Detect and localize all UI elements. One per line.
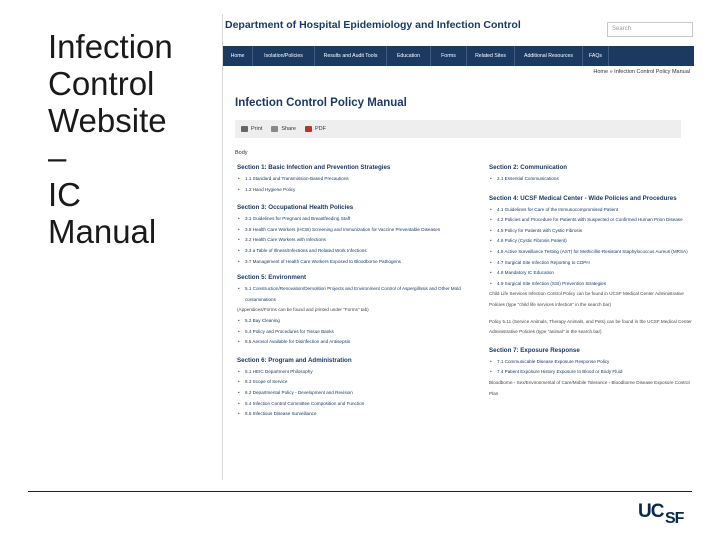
policy-link[interactable]: • 4.8 Mandatory IC Education — [489, 268, 694, 279]
policy-link[interactable]: • 6.5 Infectious Disease Surveillance — [237, 409, 469, 420]
main-nav — [223, 46, 694, 66]
section-2 — [489, 163, 694, 185]
nav-item-faqs[interactable]: FAQs — [583, 46, 609, 66]
section-4 — [489, 194, 694, 338]
left-column — [237, 163, 469, 424]
policy-link[interactable]: • 3.3 a Table of Illness/Infections and Related Work Infections — [237, 246, 469, 257]
slide-title — [48, 28, 213, 250]
right-column — [489, 163, 694, 403]
ucsf-logo — [638, 502, 694, 530]
policy-link[interactable]: • 2.1 Essential Communications — [489, 174, 694, 185]
footer-rule — [28, 491, 692, 492]
section-title[interactable]: Section 1: Basic Infection and Prevention Strategies — [237, 164, 391, 171]
share-label: Share — [281, 126, 296, 132]
pdf-icon — [305, 126, 312, 132]
nav-item-results-audit-tools[interactable]: Results and Audit Tools — [315, 46, 387, 66]
search-input[interactable]: Search — [607, 22, 693, 37]
share-button[interactable] — [271, 126, 296, 132]
slide-title-line: Website — [48, 102, 167, 139]
child-life-note: Child Life Services Infection Control Policy can be found in UCSF Medical Center Administrative Policies (type "child life services infection" in the search bar) — [489, 291, 684, 307]
body-label: Body — [235, 150, 248, 156]
policy-link[interactable]: • 6.4 Infection Control Committee Composition and Function — [237, 399, 469, 410]
page-title: Infection Control Policy Manual — [235, 97, 407, 109]
nav-item-additional-resources[interactable]: Additional Resources — [515, 46, 583, 66]
section-title[interactable]: Section 4: UCSF Medical Center - Wide Policies and Procedures — [489, 194, 677, 202]
animals-note: Policy 5.11 (Service Animals, Therapy Animals, and Pets) can be found in the UCSF Medical Center Administrative Policies (type "animal" in the search bar) — [489, 318, 692, 335]
policy-link[interactable]: • 5.2 Bay Cleaning — [237, 316, 469, 327]
policy-link[interactable]: • 1.1 Standard and Transmission-Based Precautions — [237, 174, 469, 185]
policy-link[interactable]: • 3.7 Management of Health Care Workers Exposed to Bloodborne Pathogens — [237, 257, 469, 268]
exposure-control-note[interactable]: Bloodborne - Sex/Environmental of Care/Mobile Tolerance - Bloodborne Disease Exposure Control Plan — [489, 379, 690, 396]
slide-title-line: Control — [48, 65, 155, 102]
policy-link[interactable]: • 1.2 Hand Hygiene Policy — [237, 185, 469, 196]
policy-link[interactable]: • 5.4 Policy and Procedures for Tissue Banks — [237, 327, 469, 338]
policy-link[interactable]: • 6.1 HEIC Department Philosophy — [237, 367, 469, 378]
policy-link[interactable]: • 3.1 Guidelines for Pregnant and Breastfeeding Staff — [237, 214, 469, 225]
site-name[interactable]: Department of Hospital Epidemiology and Infection Control — [225, 19, 521, 31]
section-5 — [237, 273, 469, 348]
forms-note: (Appendices/Forms can be found and printed under "Forms" tab) — [237, 307, 369, 313]
slide-title-line: – — [48, 139, 67, 176]
section-title[interactable]: Section 6: Program and Administration — [237, 356, 352, 364]
nav-item-forms[interactable]: Forms — [431, 46, 467, 66]
logo-sf-text: SF — [665, 510, 684, 527]
envelope-icon — [271, 126, 278, 132]
site-header — [223, 14, 694, 46]
section-title[interactable]: Section 5: Environment — [237, 274, 307, 282]
policy-link[interactable]: • 6.3 Scope of Service — [237, 377, 469, 388]
page-toolbar — [235, 120, 681, 138]
policy-link[interactable]: • 6.2 Departmental Policy - Development and Revision — [237, 388, 469, 399]
section-title[interactable]: Section 3: Occupational Health Policies — [237, 204, 354, 212]
section-title[interactable]: Section 2: Communication — [489, 164, 568, 171]
slide-title-line: Infection — [48, 28, 173, 65]
policy-link[interactable]: • 4.5 Policy for Patients with Cystic Fibrosis — [489, 226, 694, 237]
nav-item-education[interactable]: Education — [387, 46, 431, 66]
breadcrumb[interactable]: Home » Infection Control Policy Manual — [593, 69, 690, 75]
logo-uc-text: UC — [638, 501, 664, 522]
policy-link[interactable]: • 5.5 Aerosol Available for Disinfection and Antisepsis — [237, 337, 469, 348]
section-title[interactable]: Section 7: Exposure Response — [489, 346, 580, 354]
policy-link[interactable]: • 7.4 Patient Exposure History Exposure to Blood or Body Fluid — [489, 367, 694, 378]
section-6 — [237, 356, 469, 420]
website-screenshot — [222, 14, 694, 480]
policy-link[interactable]: • 3.5 Health Care Workers (HCW) Screening and Immunization for Vaccine Preventable Diseases — [237, 225, 469, 236]
slide-title-line: IC — [48, 176, 81, 213]
print-button[interactable] — [241, 126, 262, 132]
printer-icon — [241, 126, 248, 132]
policy-link[interactable]: • 4.7 Surgical Site Infection Reporting to CDPH — [489, 258, 694, 269]
nav-item-related-sites[interactable]: Related Sites — [467, 46, 515, 66]
policy-link[interactable]: • 4.8 Active Surveillance Testing (AST) for Methicillin-Resistant Staphylococcus Aureus (MRSA) — [489, 247, 694, 258]
nav-item-home[interactable]: Home — [223, 46, 253, 66]
policy-link[interactable]: • 4.2 Policies and Procedure for Patients with Suspected or Confirmed Human Prion Disease — [489, 215, 694, 226]
policy-link[interactable]: • 5.1 Construction/Renovation/Demolition Projects and Environment Control of Aspergillosis and Other Mold contaminations — [237, 284, 469, 305]
policy-link[interactable]: • 3.2 Health Care Workers with Infections — [237, 235, 469, 246]
print-label: Print — [251, 126, 263, 132]
pdf-button[interactable] — [305, 126, 326, 132]
section-3 — [237, 203, 469, 267]
section-7 — [489, 346, 694, 399]
policy-link[interactable]: • 7.1 Communicable Disease Exposure Response Policy — [489, 357, 694, 368]
slide-title-line: Manual — [48, 213, 157, 250]
policy-link[interactable]: • 4.6 Policy (Cystic Fibrosis Patient) — [489, 236, 694, 247]
policy-link[interactable]: • 4.9 Surgical Site Infection (SSI) Prevention Strategies — [489, 279, 694, 290]
nav-item-isolation-policies[interactable]: Isolation/Policies — [253, 46, 315, 66]
section-1 — [237, 163, 469, 195]
policy-link[interactable]: • 4.1 Guidelines for Care of the Immunocompromised Patient — [489, 205, 694, 216]
pdf-label: PDF — [315, 126, 326, 132]
